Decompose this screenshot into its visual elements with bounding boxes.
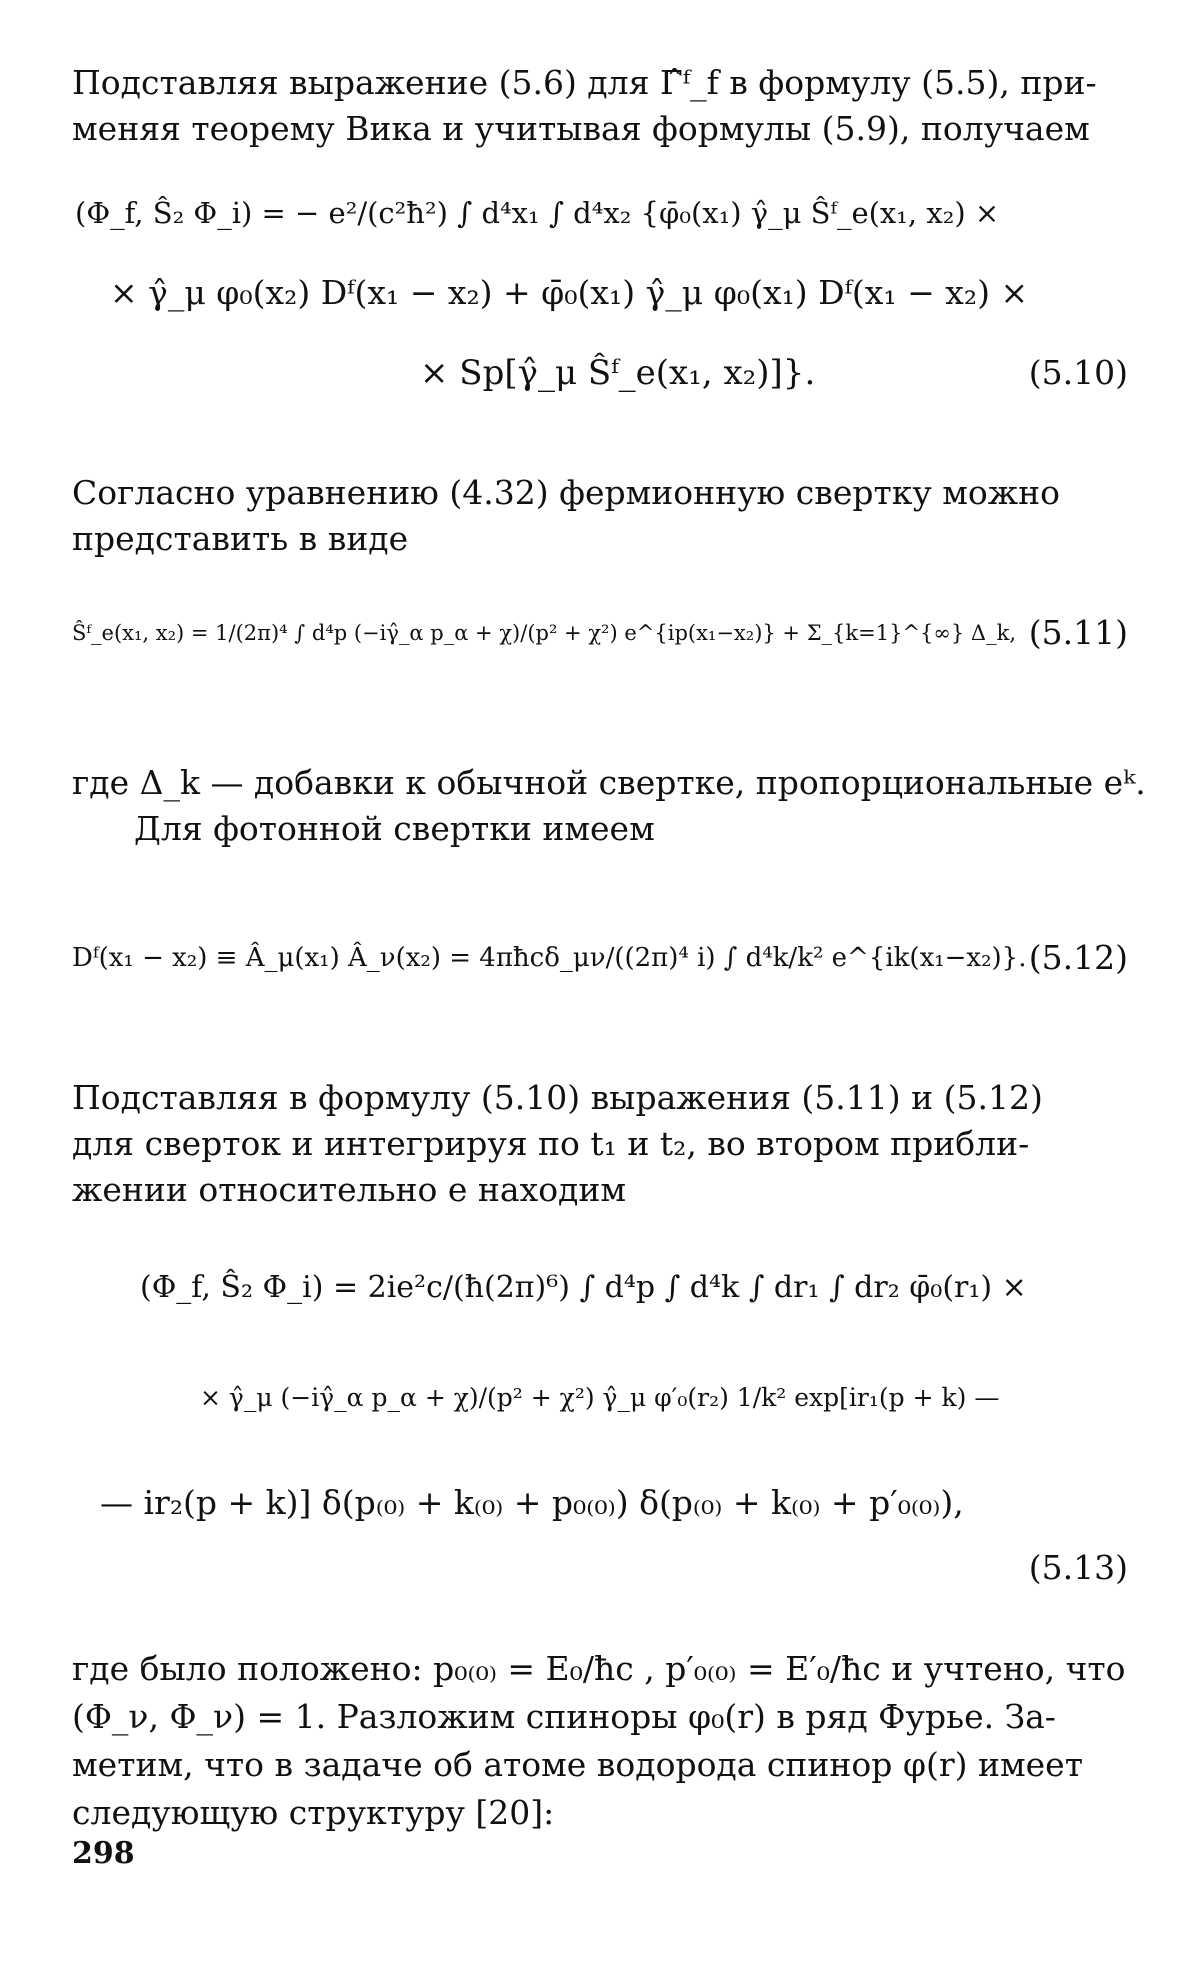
equation-line: — ir₂(p + k)] δ(p₍₀₎ + k₍₀₎ + p₀₍₀₎) δ(p₍₀₎ + k₍₀₎ + p′₀₍₀₎), bbox=[100, 1483, 964, 1522]
paragraph-photon-contraction bbox=[72, 760, 1146, 852]
text-line: меняя теорему Вика и учитывая формулы (5.9), получаем bbox=[72, 109, 1090, 148]
text-line: где Δ_k — добавки к обычной свертке, пропорциональные eᵏ. bbox=[72, 763, 1146, 802]
text-line: Для фотонной свертки имеем bbox=[134, 809, 655, 848]
text-line: (Φ_ν, Φ_ν) = 1. Разложим спиноры φ₀(r) в ряд Фурье. За- bbox=[72, 1697, 1056, 1736]
equation-line: × γ̂_μ φ₀(x₂) Dᶠ(x₁ − x₂) + φ̄₀(x₁) γ̂_μ φ₀(x₁) Dᶠ(x₁ − x₂) × bbox=[110, 273, 1029, 312]
text-line: Согласно уравнению (4.32) фермионную свертку можно bbox=[72, 473, 1061, 512]
text-line: для сверток и интегрируя по t₁ и t₂, во втором прибли- bbox=[72, 1124, 1030, 1163]
text-line: жении относительно e находим bbox=[72, 1170, 627, 1209]
text-line: метим, что в задаче об атоме водорода спинор φ(r) имеет bbox=[72, 1745, 1083, 1784]
equation-number: (5.11) bbox=[1028, 613, 1128, 652]
equation-number: (5.12) bbox=[1028, 938, 1128, 977]
text-line: Подставляя в формулу (5.10) выражения (5.11) и (5.12) bbox=[72, 1078, 1043, 1117]
equation-line: Ŝᶠ_e(x₁, x₂) = 1/(2π)⁴ ∫ d⁴p (−iγ̂_α p_α + χ)/(p² + χ²) e^{ip(x₁−x₂)} + Σ_{k=1}^{∞} Δ_k, bbox=[72, 621, 1016, 645]
page-number: 298 bbox=[72, 1836, 135, 1871]
equation-line: (Φ_f, Ŝ₂ Φ_i) = − e²/(c²ħ²) ∫ d⁴x₁ ∫ d⁴x₂ {φ̄₀(x₁) γ̂_μ Ŝᶠ_e(x₁, x₂) × bbox=[75, 196, 1000, 230]
equation-line: (Φ_f, Ŝ₂ Φ_i) = 2ie²c/(ħ(2π)⁶) ∫ d⁴p ∫ d⁴k ∫ dr₁ ∫ dr₂ φ̄₀(r₁) × bbox=[140, 1270, 1027, 1305]
text-line: представить в виде bbox=[72, 519, 409, 558]
paragraph-intro bbox=[72, 60, 1127, 152]
equation-number: (5.13) bbox=[1028, 1548, 1128, 1587]
equation-number: (5.10) bbox=[1028, 353, 1128, 392]
text-line: где было положено: p₀₍₀₎ = E₀/ħc , p′₀₍₀₎ = E′₀/ħc и учтено, что bbox=[72, 1649, 1126, 1688]
equation-line: × γ̂_μ (−iγ̂_α p_α + χ)/(p² + χ²) γ̂_μ φ′₀(r₂) 1/k² exp[ir₁(p + k) — bbox=[200, 1383, 1000, 1412]
paragraph-substitution bbox=[72, 1075, 1127, 1213]
equation-line: Dᶠ(x₁ − x₂) ≡ Â_μ(x₁) Â_ν(x₂) = 4πħcδ_μν/((2π)⁴ i) ∫ d⁴k/k² e^{ik(x₁−x₂)}. bbox=[72, 943, 1027, 973]
text-line: Подставляя выражение (5.6) для Γ̂ᶠ_f в формулу (5.5), при- bbox=[72, 63, 1097, 102]
text-line: следующую структуру [20]: bbox=[72, 1793, 555, 1832]
paragraph-fermion-contraction bbox=[72, 470, 1127, 562]
equation-line: × Sp[γ̂_μ Ŝᶠ_e(x₁, x₂)]}. bbox=[420, 353, 816, 393]
paragraph-spinor-expansion bbox=[72, 1645, 1127, 1837]
